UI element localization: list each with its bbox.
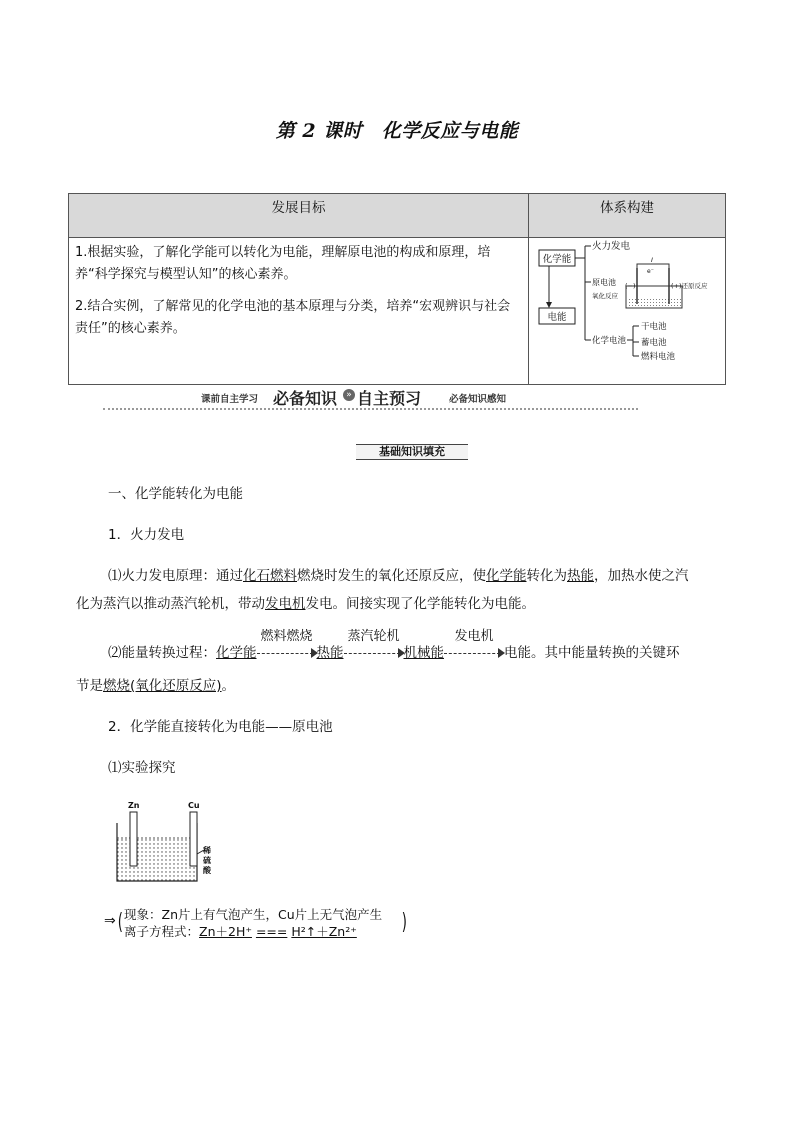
p2-line2-b: 。: [221, 678, 236, 694]
p1-text-a: ⑴火力发电原理：通过: [108, 568, 243, 584]
left-brace-icon: (: [117, 910, 123, 935]
fuel-cell-label: 燃料电池: [641, 352, 676, 362]
goals-cell: [69, 238, 529, 385]
goals-table: [68, 193, 726, 385]
p1-line2-b: 发电。间接实现了化学能转化为电能。: [305, 596, 535, 612]
banner-title-2: 自主预习: [357, 389, 422, 408]
ionic-label: 离子方程式：: [124, 924, 200, 939]
item-2-1-heading: ⑴实验探究: [108, 760, 176, 776]
page-title: 第 2 课时 化学反应与电能: [275, 120, 519, 142]
thermal-power-label: 火力发电: [592, 241, 631, 252]
p2-blank-4: 燃烧(氧化还原反应): [103, 678, 222, 694]
p2-blank-2: 热能: [316, 645, 344, 661]
banner-title-1: 必备知识: [273, 389, 338, 408]
p1-line2-a: 化为蒸汽以推动蒸汽轮机，带动: [76, 596, 265, 612]
col-header-framework: 体系构建: [529, 194, 726, 238]
eq-right: H²↑＋Zn²⁺: [291, 924, 357, 939]
arrow-2: [344, 629, 404, 663]
acid-char-2: 硫: [203, 856, 211, 865]
framework-cell: [529, 238, 726, 385]
p2-blank-3: 机械能: [403, 645, 444, 661]
p1-text-c: 转化为: [526, 568, 567, 584]
phenomenon-label: 现象：: [124, 907, 162, 922]
reduction-label: (+)还原反应: [671, 282, 708, 290]
arrow-1-label: 燃料燃烧: [260, 629, 313, 644]
result-ionic: [124, 923, 357, 940]
storage-cell-label: 蓄电池: [641, 338, 667, 348]
double-chevron-icon: »: [343, 389, 355, 401]
p1-blank-2: 化学能: [486, 568, 527, 584]
chem-battery-label: 化学电池: [592, 336, 627, 346]
p2-line2-a: 节是: [76, 678, 103, 694]
concept-diagram: [529, 238, 725, 384]
p1-blank-1: 化石燃料: [243, 568, 297, 584]
chem-energy-label: 化学能: [542, 254, 572, 265]
goal-2: 2.结合实例，了解常见的化学电池的基本原理与分类，培养“宏观辨识与社会责任”的核心素养。: [75, 299, 511, 336]
acid-char-3: 酸: [203, 866, 211, 875]
zn-label: Zn: [128, 801, 140, 810]
banner-left-text: 课前自主学习: [201, 394, 259, 405]
current-label: I: [651, 256, 653, 264]
sub-heading: 基础知识填充: [356, 444, 468, 460]
p2-line-2: [76, 676, 235, 696]
p1-blank-4: 发电机: [265, 596, 306, 612]
p2-text-a: ⑵能量转换过程：: [108, 645, 216, 661]
p1-text-d: ，加热水使之汽: [594, 568, 689, 584]
oxidation-label: 氧化反应: [592, 292, 618, 300]
p2-blank-1: 化学能: [216, 645, 257, 661]
eq-mid: ===: [255, 924, 288, 939]
eq-left: Zn＋2H⁺: [199, 924, 252, 939]
section-banner: [103, 386, 638, 410]
elec-energy-label: 电能: [547, 312, 567, 323]
beaker-diagram: [108, 798, 208, 886]
p1-line-2: [76, 594, 535, 614]
item-2-heading: 2．化学能直接转化为电能——原电池: [108, 719, 333, 735]
electron-label: e⁻: [647, 268, 654, 275]
goal-1: 1.根据实验，了解化学能可以转化为电能，理解原电池的构成和原理，培养“科学探究与模型认知”的核心素养。: [75, 245, 491, 282]
item-1-heading: 1．火力发电: [108, 527, 185, 543]
arrow-3-label: 发电机: [454, 629, 494, 644]
arrow-2-label: 蒸汽轮机: [347, 629, 400, 644]
p2-line-1: [108, 629, 680, 663]
acid-label: [203, 846, 213, 876]
phenomenon-text: Zn片上有气泡产生，Cu片上无气泡产生: [161, 907, 383, 922]
dry-cell-label: 干电池: [641, 322, 667, 332]
acid-char-1: 稀: [203, 846, 211, 855]
section-1-heading: 一、化学能转化为电能: [108, 486, 243, 502]
banner-right-text: 必备知识感知: [449, 394, 507, 405]
p1-text-b: 燃烧时发生的氧化还原反应，使: [297, 568, 486, 584]
p1-blank-3: 热能: [567, 568, 594, 584]
arrow-1: [257, 629, 317, 663]
col-header-goals: 发展目标: [69, 194, 529, 238]
arrow-3: [444, 629, 504, 663]
p2-text-b: 电能。其中能量转换的关键环: [504, 645, 680, 661]
result-phenomenon: [124, 906, 382, 923]
negative-label: (−): [625, 282, 636, 290]
result-arrow: ⇒: [104, 913, 116, 929]
cu-label: Cu: [188, 801, 200, 810]
primary-cell-label: 原电池: [592, 278, 616, 287]
right-brace-icon: ): [401, 910, 407, 935]
p1-line-1: [108, 566, 689, 586]
